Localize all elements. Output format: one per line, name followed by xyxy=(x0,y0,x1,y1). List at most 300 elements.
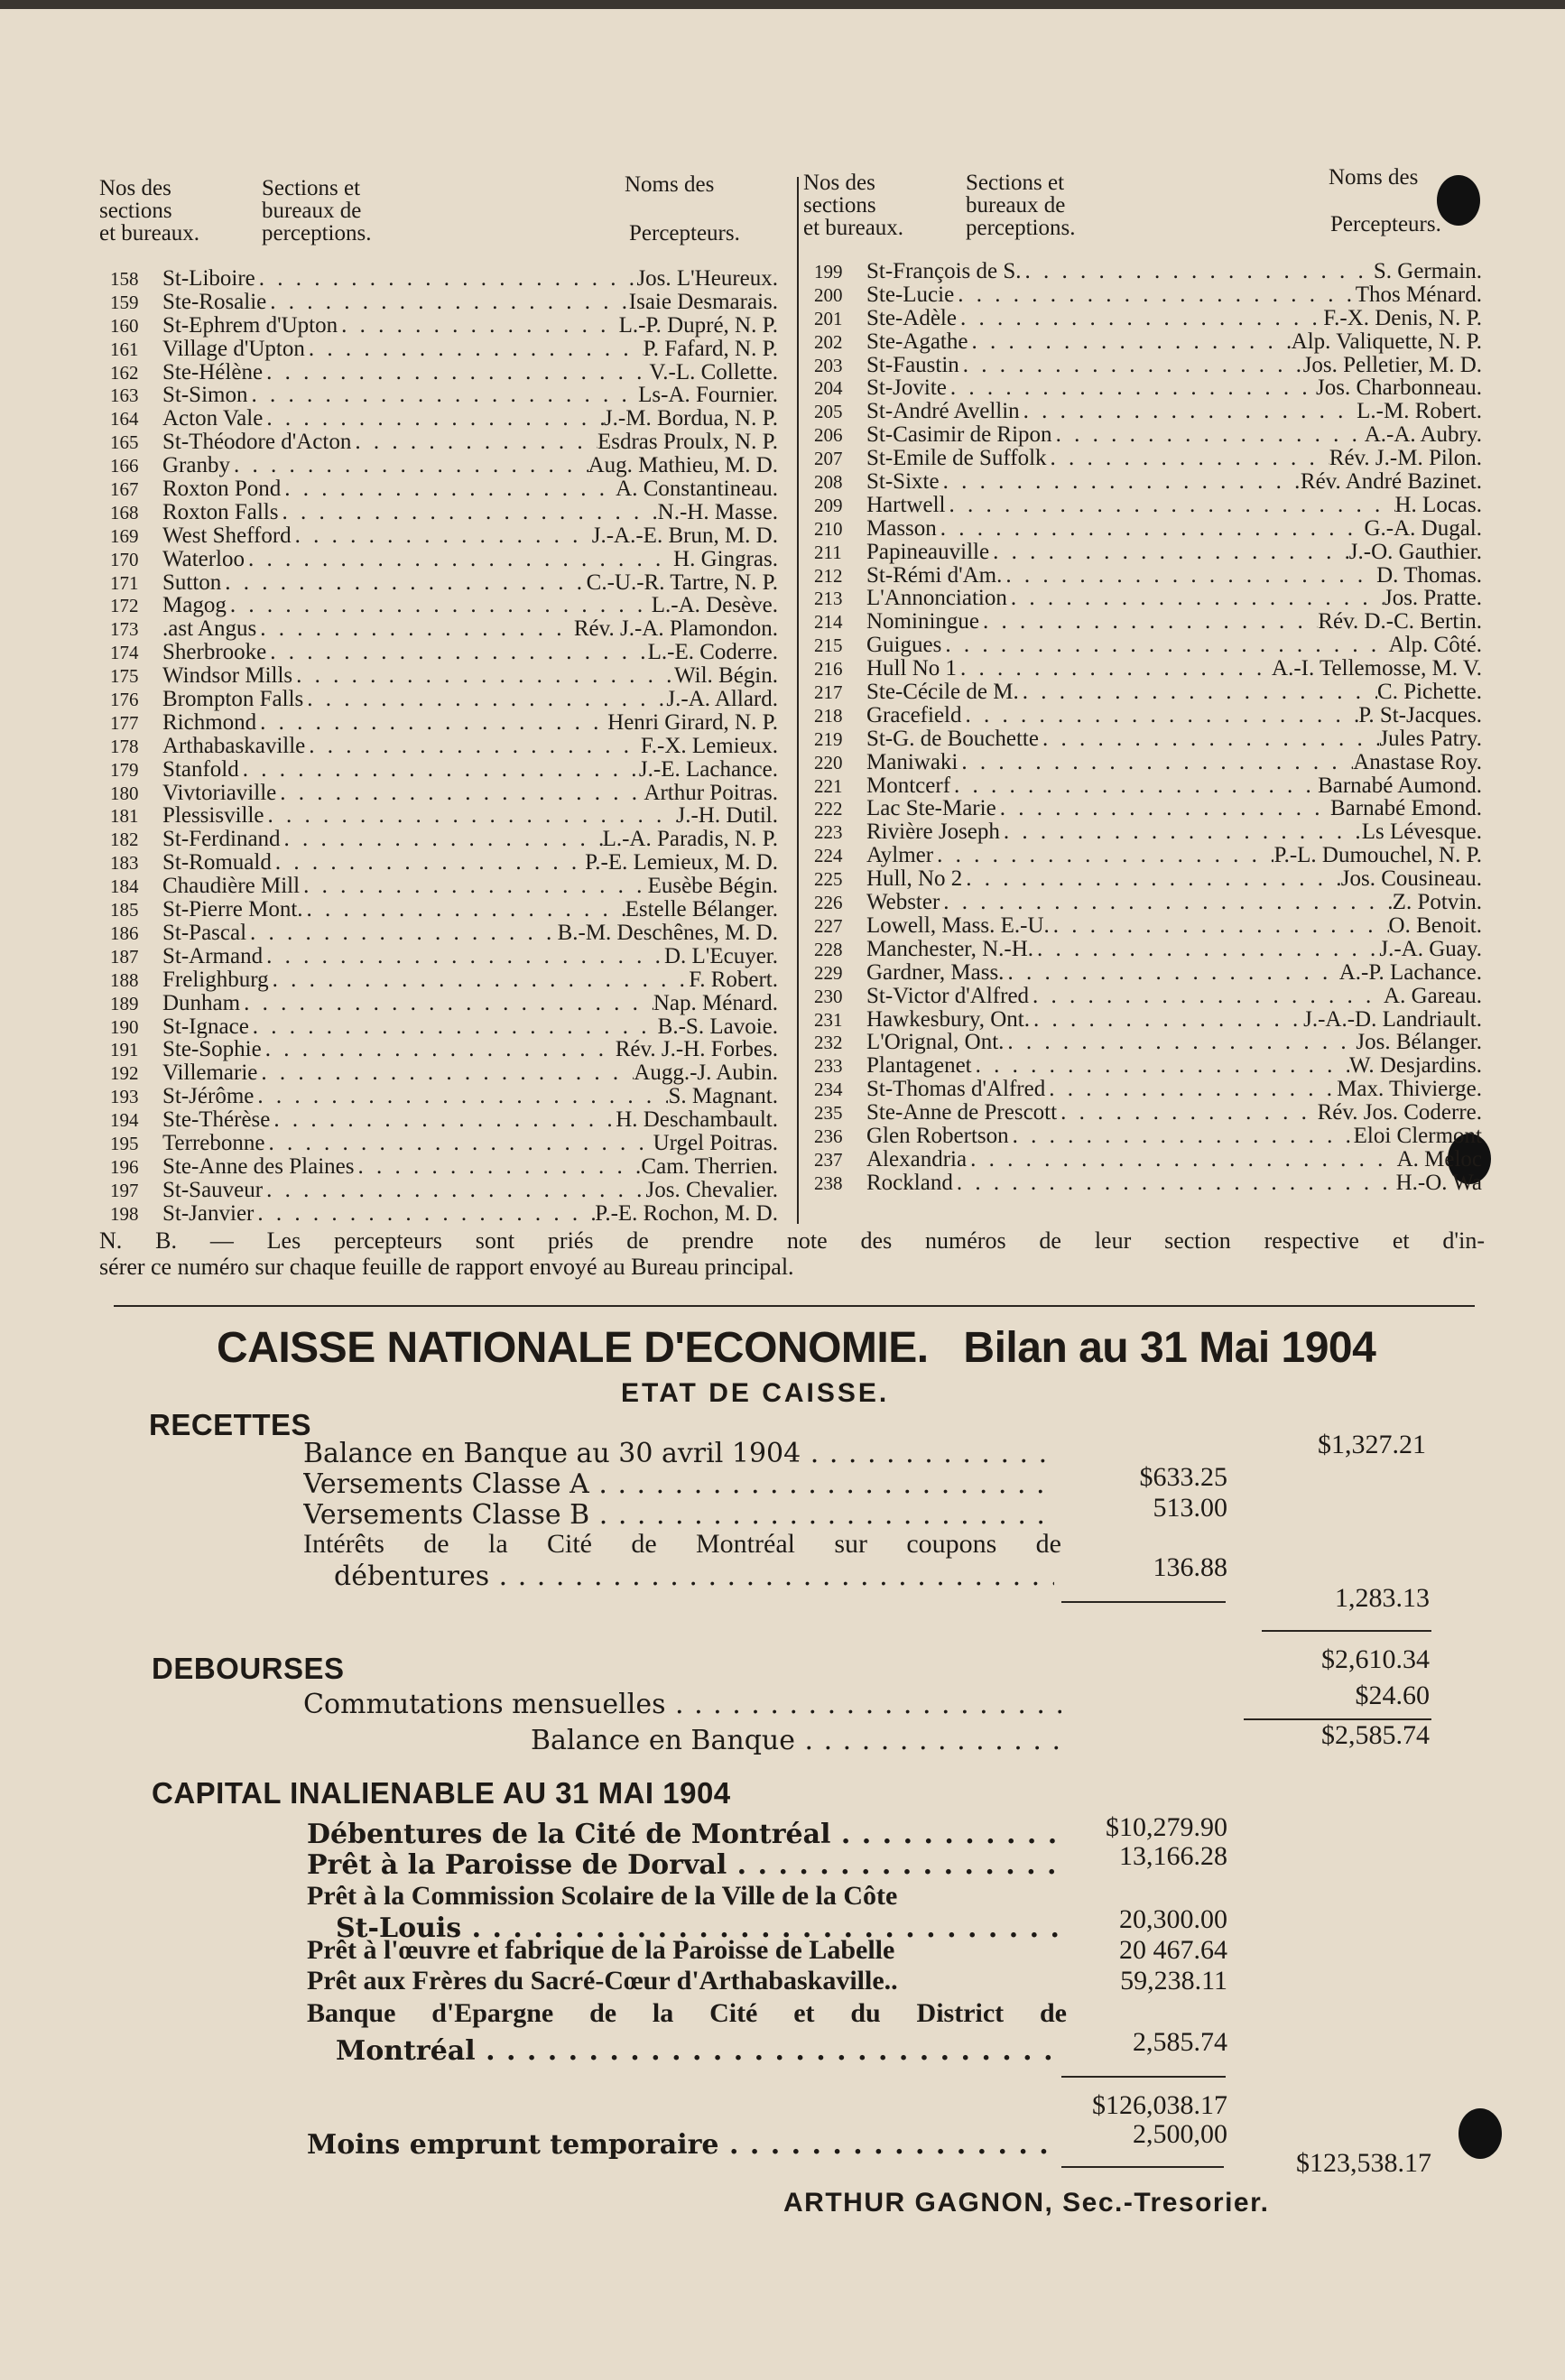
section-number: 207 xyxy=(814,448,843,470)
right-collector-list xyxy=(814,260,1482,1195)
left-collector-list xyxy=(110,267,778,1226)
list-item xyxy=(110,851,778,875)
section-number: 163 xyxy=(110,384,139,407)
dot-leader xyxy=(227,594,652,617)
section-place: Maniwaki xyxy=(866,750,958,774)
section-number: 191 xyxy=(110,1039,139,1061)
section-place: St-Romuald xyxy=(162,851,272,875)
section-number: 185 xyxy=(110,899,139,921)
row-label: Versements Classe A xyxy=(303,1469,589,1500)
section-place: West Shefford xyxy=(162,523,292,548)
list-item xyxy=(814,1008,1482,1032)
list-item xyxy=(814,938,1482,961)
dot-leader xyxy=(950,774,1318,798)
section-number: 171 xyxy=(110,571,139,594)
statement-subtitle: ETAT DE CAISSE. xyxy=(621,1378,890,1408)
section-place: St-Sauveur xyxy=(162,1178,264,1202)
collector-name: Wil. Bégin. xyxy=(674,664,778,689)
collector-name: B.-M. Deschênes, M. D. xyxy=(557,921,778,945)
list-item xyxy=(814,587,1482,610)
list-item xyxy=(814,610,1482,634)
section-number: 179 xyxy=(110,758,139,781)
row-label: Débentures de la Cité de Montréal xyxy=(307,1820,831,1850)
section-place: Masson xyxy=(866,516,937,541)
section-number: 196 xyxy=(110,1155,139,1178)
note-line-2: sérer ce numéro sur chaque feuille de rapport envoyé au Bureau principal. xyxy=(99,1254,794,1280)
list-item xyxy=(814,867,1482,891)
collector-name: C. Pichette. xyxy=(1377,681,1482,704)
collector-name: Rév. J.-M. Pilon. xyxy=(1329,447,1482,471)
section-number: 178 xyxy=(110,735,139,757)
dot-leader xyxy=(256,617,574,641)
section-number: 215 xyxy=(814,634,843,657)
section-number: 232 xyxy=(814,1032,843,1054)
section-number: 174 xyxy=(110,642,139,664)
dot-leader xyxy=(941,634,1388,657)
section-number: 189 xyxy=(110,992,139,1014)
section-place: Rivière Joseph xyxy=(866,820,1000,845)
section-place: Ste-Agathe xyxy=(866,329,968,354)
header-line: sections xyxy=(99,199,172,223)
section-place: Villemarie xyxy=(162,1061,258,1086)
dot-leader xyxy=(300,875,648,898)
collector-name: Alp. Valiquette, N. P. xyxy=(1291,329,1482,354)
row-label: St-Louis xyxy=(336,1913,462,1944)
dot-leader xyxy=(254,1202,595,1226)
section-place: Hawkesbury, Ont. xyxy=(866,1007,1030,1032)
collector-name: Rév. André Bazinet. xyxy=(1300,470,1482,494)
list-item xyxy=(814,330,1482,354)
dot-leader xyxy=(972,1054,1349,1078)
section-number: 225 xyxy=(814,868,843,891)
collector-name: Rév. J.-A. Plamondon. xyxy=(573,617,778,642)
list-item xyxy=(110,828,778,851)
collector-name: Augg.-J. Aubin. xyxy=(634,1061,778,1086)
collector-name: Eusèbe Bégin. xyxy=(647,875,778,899)
collector-name: A. Constantineau. xyxy=(616,477,778,501)
list-item xyxy=(110,758,778,782)
section-place: Vivtoriaville xyxy=(162,781,277,805)
list-item xyxy=(110,267,778,291)
collector-name: Jos. L'Heureux. xyxy=(636,267,778,291)
list-item xyxy=(814,914,1482,938)
section-place: Guigues xyxy=(866,634,942,658)
list-item xyxy=(814,423,1482,447)
binder-hole-top xyxy=(1437,175,1480,226)
dot-leader xyxy=(1033,938,1379,961)
section-number: 224 xyxy=(814,845,843,867)
capital-amount-6: 2,585.74 xyxy=(1133,2027,1227,2057)
statement-title-name: CAISSE NATIONALE D'ECONOMIE. xyxy=(217,1324,929,1372)
list-item xyxy=(110,1038,778,1061)
section-number: 237 xyxy=(814,1148,843,1171)
dot-leader xyxy=(968,330,1291,354)
dot-leader xyxy=(292,664,674,688)
collector-note xyxy=(99,1227,1485,1280)
capital-row-4: Prêt à l'œuvre et fabrique de la Paroisse de Labelle xyxy=(307,1935,895,1965)
section-place: Ste-Hélène xyxy=(162,360,264,384)
list-item xyxy=(110,501,778,524)
dot-leader xyxy=(1004,961,1338,985)
list-item xyxy=(814,657,1482,681)
dot-leader xyxy=(1039,727,1379,751)
header-line: sections xyxy=(803,193,876,218)
section-number: 162 xyxy=(110,361,139,384)
section-place: St-Ferdinand xyxy=(162,828,281,852)
dot-leader xyxy=(246,921,558,945)
dot-leader xyxy=(221,571,586,595)
dot-leader xyxy=(303,688,666,711)
capital-heading: CAPITAL INALIENABLE AU 31 MAI 1904 xyxy=(152,1776,731,1810)
row-label: débentures xyxy=(334,1561,490,1592)
dot-leader xyxy=(1019,681,1377,704)
dot-leader xyxy=(270,1108,616,1132)
section-number: 203 xyxy=(814,354,843,376)
section-number: 199 xyxy=(814,261,843,282)
dot-leader xyxy=(292,524,592,548)
list-item xyxy=(110,338,778,361)
list-item xyxy=(814,283,1482,307)
list-item xyxy=(110,735,778,758)
collector-name: Ls-A. Fournier. xyxy=(638,384,778,408)
dot-leader xyxy=(338,314,619,338)
list-item xyxy=(110,454,778,477)
dot-leader xyxy=(962,867,1341,891)
section-number: 227 xyxy=(814,914,843,937)
dot-leader xyxy=(1002,564,1376,588)
recettes-heading: RECETTES xyxy=(149,1408,312,1441)
dot-leader xyxy=(1000,820,1362,844)
section-number: 170 xyxy=(110,548,139,570)
list-item xyxy=(814,634,1482,657)
section-number: 186 xyxy=(110,921,139,944)
list-item xyxy=(814,844,1482,867)
capital-row-5: Prêt aux Frères du Sacré-Cœur d'Arthabaskaville.. xyxy=(307,1966,898,1996)
collector-name: J.-H. Dutil. xyxy=(676,804,778,829)
section-place: Hull No 1 xyxy=(866,657,957,681)
list-item xyxy=(110,617,778,641)
capital-amount-3: 20,300.00 xyxy=(1119,1904,1227,1934)
section-number: 208 xyxy=(814,471,843,494)
section-number: 195 xyxy=(110,1132,139,1154)
section-place: Roxton Pond xyxy=(162,477,282,501)
collector-name: Alp. Côté. xyxy=(1388,634,1482,658)
section-place: St-Jovite xyxy=(866,376,947,401)
collector-name: C.-U.-R. Tartre, N. P. xyxy=(586,570,778,595)
left-header-collectors-top: Noms des xyxy=(625,172,715,197)
collector-name: Isaie Desmarais. xyxy=(628,290,778,314)
list-item xyxy=(814,1054,1482,1078)
section-place: Ste-Sophie xyxy=(162,1038,262,1062)
list-item xyxy=(110,641,778,664)
collector-name: P.-L. Dumouchel, N. P. xyxy=(1273,844,1482,868)
right-header-sections xyxy=(966,171,1075,239)
dot-leader xyxy=(305,735,641,758)
section-number: 190 xyxy=(110,1015,139,1038)
section-place: Hull, No 2 xyxy=(866,867,963,892)
list-item xyxy=(110,711,778,735)
row-label: Commutations mensuelles xyxy=(303,1690,666,1720)
dot-leader xyxy=(266,641,647,664)
dot-leader xyxy=(1052,423,1365,447)
list-item xyxy=(814,494,1482,517)
balance-en-banque-row xyxy=(531,1726,1061,1756)
list-item xyxy=(110,314,778,338)
binder-hole-bottom xyxy=(1459,2108,1502,2159)
section-place: St-Faustin xyxy=(866,353,959,377)
list-item xyxy=(814,961,1482,985)
dot-leader xyxy=(958,751,1353,774)
left-header-sections xyxy=(262,177,371,245)
section-place: Frelighburg xyxy=(162,968,269,992)
section-number: 175 xyxy=(110,665,139,688)
dot-leader xyxy=(1050,914,1389,938)
dot-leader xyxy=(263,361,649,384)
header-line: et bureaux. xyxy=(803,216,904,240)
section-place: Plessisville xyxy=(162,804,264,829)
dot-leader xyxy=(940,891,1392,914)
dot-leader xyxy=(1030,1008,1303,1032)
section-place: L'Annonciation xyxy=(866,587,1007,611)
dot-leader xyxy=(249,1015,658,1039)
section-place: Lowell, Mass. E.-U. xyxy=(866,913,1050,938)
row-label: Balance en Banque au 30 avril 1904 xyxy=(303,1439,801,1469)
section-number: 161 xyxy=(110,338,139,360)
collector-name: Eloi Clermont xyxy=(1353,1124,1482,1148)
section-place: St-Emile de Suffolk xyxy=(866,447,1047,471)
section-place: Acton Vale xyxy=(162,407,264,431)
section-number: 180 xyxy=(110,782,139,804)
dot-leader xyxy=(996,797,1330,820)
dot-leader xyxy=(305,338,644,361)
left-header-collectors-bottom: Percepteurs. xyxy=(629,221,740,245)
section-number: 217 xyxy=(814,681,843,704)
list-item xyxy=(814,985,1482,1008)
collector-name: L.-E. Coderre. xyxy=(647,641,778,665)
capital-row-3-line-1: Prêt à la Commission Scolaire de la Ville de la Côte xyxy=(307,1881,898,1911)
collector-name: Barnabé Emond. xyxy=(1329,797,1482,821)
list-item xyxy=(814,1171,1482,1195)
section-place: Montcerf xyxy=(866,773,951,798)
collector-name: J.-O. Gauthier. xyxy=(1348,540,1482,564)
list-item xyxy=(814,681,1482,704)
section-place: Webster xyxy=(866,891,940,914)
dot-leader xyxy=(989,541,1349,564)
list-item xyxy=(814,820,1482,844)
note-line-1: N. B. — Les percepteurs sont priés de prendre note des numéros de leur section respective et d'in- xyxy=(99,1227,1485,1254)
header-line: Nos des xyxy=(99,176,171,200)
section-place: St-Liboire xyxy=(162,267,255,291)
header-line: et bureaux. xyxy=(99,221,200,245)
section-number: 218 xyxy=(814,704,843,727)
section-number: 229 xyxy=(814,961,843,984)
dot-leader xyxy=(279,501,658,524)
commutations-amount: $24.60 xyxy=(1355,1681,1430,1710)
collector-name: H.-O. Wa xyxy=(1395,1171,1482,1195)
dot-leader xyxy=(1047,447,1329,470)
classe-b-row xyxy=(303,1500,1054,1531)
section-number: 216 xyxy=(814,658,843,681)
list-item xyxy=(814,1148,1482,1171)
statement-title xyxy=(217,1323,1375,1373)
list-item xyxy=(110,524,778,548)
list-item xyxy=(814,307,1482,330)
collector-name: H. Deschambault. xyxy=(616,1108,778,1132)
total-rule xyxy=(1262,1630,1431,1632)
dot-leader xyxy=(940,470,1301,494)
header-line: Sections et xyxy=(966,171,1065,195)
right-header-section-numbers xyxy=(803,171,903,239)
dot-leader xyxy=(264,1132,653,1155)
section-number: 205 xyxy=(814,401,843,423)
section-place: Roxton Falls xyxy=(162,500,279,524)
section-number: 200 xyxy=(814,283,843,306)
section-number: 204 xyxy=(814,377,843,400)
section-number: 212 xyxy=(814,564,843,587)
section-number: 228 xyxy=(814,938,843,960)
capital-subtotal: $126,038.17 xyxy=(1092,2090,1227,2120)
dot-leader xyxy=(230,454,588,477)
dot-leader xyxy=(263,407,604,431)
section-place: Ste-Anne des Plaines xyxy=(162,1154,355,1179)
section-place: Stanfold xyxy=(162,757,239,782)
section-place: Sherbrooke xyxy=(162,641,267,665)
section-place: Papineauville xyxy=(866,540,990,564)
section-number: 168 xyxy=(110,501,139,523)
collector-name: Cam. Therrien. xyxy=(641,1154,778,1179)
section-number: 182 xyxy=(110,829,139,851)
list-item xyxy=(110,992,778,1015)
dot-leader xyxy=(303,898,625,921)
header-line: Nos des xyxy=(803,171,875,195)
collector-name: F. Robert. xyxy=(689,968,778,992)
section-number: 193 xyxy=(110,1086,139,1108)
section-place: St-Ephrem d'Upton xyxy=(162,313,338,338)
section-number: 234 xyxy=(814,1079,843,1101)
list-item xyxy=(110,291,778,314)
interets-amount: 136.88 xyxy=(1153,1552,1227,1582)
list-item xyxy=(814,517,1482,541)
collector-name: Esdras Proulx, N. P. xyxy=(597,431,778,455)
dot-leader xyxy=(247,384,638,407)
dot-leader xyxy=(967,1148,1397,1171)
section-number: 181 xyxy=(110,805,139,828)
section-place: Rockland xyxy=(866,1171,953,1195)
section-place: St-Jérôme xyxy=(162,1085,255,1109)
recettes-balance-total: $1,327.21 xyxy=(1318,1430,1426,1459)
dot-leader xyxy=(1004,1031,1356,1054)
section-place: St-Ignace xyxy=(162,1014,249,1039)
collector-name: W. Desjardins. xyxy=(1349,1054,1482,1079)
list-item xyxy=(814,704,1482,727)
list-item xyxy=(110,1085,778,1108)
collector-name: Rév. J.-H. Forbes. xyxy=(615,1038,778,1062)
dot-leader xyxy=(281,828,603,851)
collector-name: Thos Ménard. xyxy=(1355,282,1482,307)
dot-leader xyxy=(262,1038,616,1061)
dot-leader xyxy=(256,711,607,735)
collector-name: S. Germain. xyxy=(1373,260,1482,283)
section-number: 169 xyxy=(110,524,139,547)
section-place: Ste-Adèle xyxy=(866,306,957,330)
collector-name: Barnabé Aumond. xyxy=(1318,773,1482,798)
collector-name: J.-A.-E. Brun, M. D. xyxy=(591,523,778,548)
list-item xyxy=(814,354,1482,377)
section-number: 166 xyxy=(110,455,139,477)
collector-name: P. Fafard, N. P. xyxy=(643,337,778,361)
dot-leader xyxy=(263,1179,645,1202)
row-label: Balance en Banque xyxy=(531,1726,795,1756)
list-item xyxy=(814,727,1482,751)
collector-name: L.-A. Desève. xyxy=(651,594,778,618)
list-item xyxy=(814,1125,1482,1148)
collector-name: V.-L. Collette. xyxy=(649,360,778,384)
dot-leader xyxy=(239,758,639,782)
debourses-heading: DEBOURSES xyxy=(152,1652,345,1685)
section-place: Terrebonne xyxy=(162,1131,265,1155)
dot-leader xyxy=(264,804,677,828)
list-item xyxy=(814,1031,1482,1054)
dot-leader xyxy=(957,657,1272,681)
list-item xyxy=(110,1061,778,1085)
collector-name: Arthur Poitras. xyxy=(644,781,778,805)
recettes-subtotal: 1,283.13 xyxy=(1335,1583,1430,1613)
collector-name: P.-E. Rochon, M. D. xyxy=(595,1201,778,1226)
section-place: St-G. de Bouchette xyxy=(866,727,1039,751)
list-item xyxy=(110,804,778,828)
dot-leader xyxy=(1057,1101,1318,1125)
dot-leader xyxy=(961,704,1358,727)
dot-leader xyxy=(933,844,1273,867)
section-place: Richmond xyxy=(162,710,257,735)
list-item xyxy=(110,968,778,992)
section-place: St-Pierre Mont. xyxy=(162,898,303,921)
section-number: 233 xyxy=(814,1055,843,1078)
list-item xyxy=(110,1132,778,1155)
collector-name: L.-M. Robert. xyxy=(1357,400,1482,424)
section-place: Sutton xyxy=(162,570,222,595)
section-place: Ste-Cécile de M. xyxy=(866,681,1019,704)
capital-amount-5: 59,238.11 xyxy=(1120,1966,1227,1996)
collector-name: O. Benoit. xyxy=(1388,913,1482,938)
collector-name: L.-A. Paradis, N. P. xyxy=(602,828,778,852)
collector-name: Jules Patry. xyxy=(1379,727,1482,751)
capital-amount-2: 13,166.28 xyxy=(1119,1841,1227,1871)
section-place: St-Armand xyxy=(162,944,264,968)
section-number: 230 xyxy=(814,985,843,1007)
section-number: 188 xyxy=(110,968,139,991)
dot-leader xyxy=(1020,400,1357,423)
recettes-balance-row xyxy=(303,1439,1054,1469)
dot-leader xyxy=(945,494,1394,517)
list-item xyxy=(110,477,778,501)
section-number: 206 xyxy=(814,424,843,447)
section-place: Nominingue xyxy=(866,610,979,634)
section-number: 160 xyxy=(110,314,139,337)
collector-name: J.-A.-D. Landriault. xyxy=(1303,1007,1482,1032)
section-number: 164 xyxy=(110,408,139,431)
list-item xyxy=(110,431,778,454)
dot-leader xyxy=(276,782,644,805)
dot-leader xyxy=(1007,587,1384,610)
row-label: Prêt à la Paroisse de Dorval xyxy=(307,1850,727,1881)
dot-leader xyxy=(257,1061,634,1085)
collector-name: J.-E. Lachance. xyxy=(638,757,778,782)
collector-name: A. Gareau. xyxy=(1384,984,1482,1008)
section-number: 187 xyxy=(110,945,139,968)
capital-rule-1 xyxy=(1061,2076,1226,2078)
section-place: Dunham xyxy=(162,991,241,1015)
